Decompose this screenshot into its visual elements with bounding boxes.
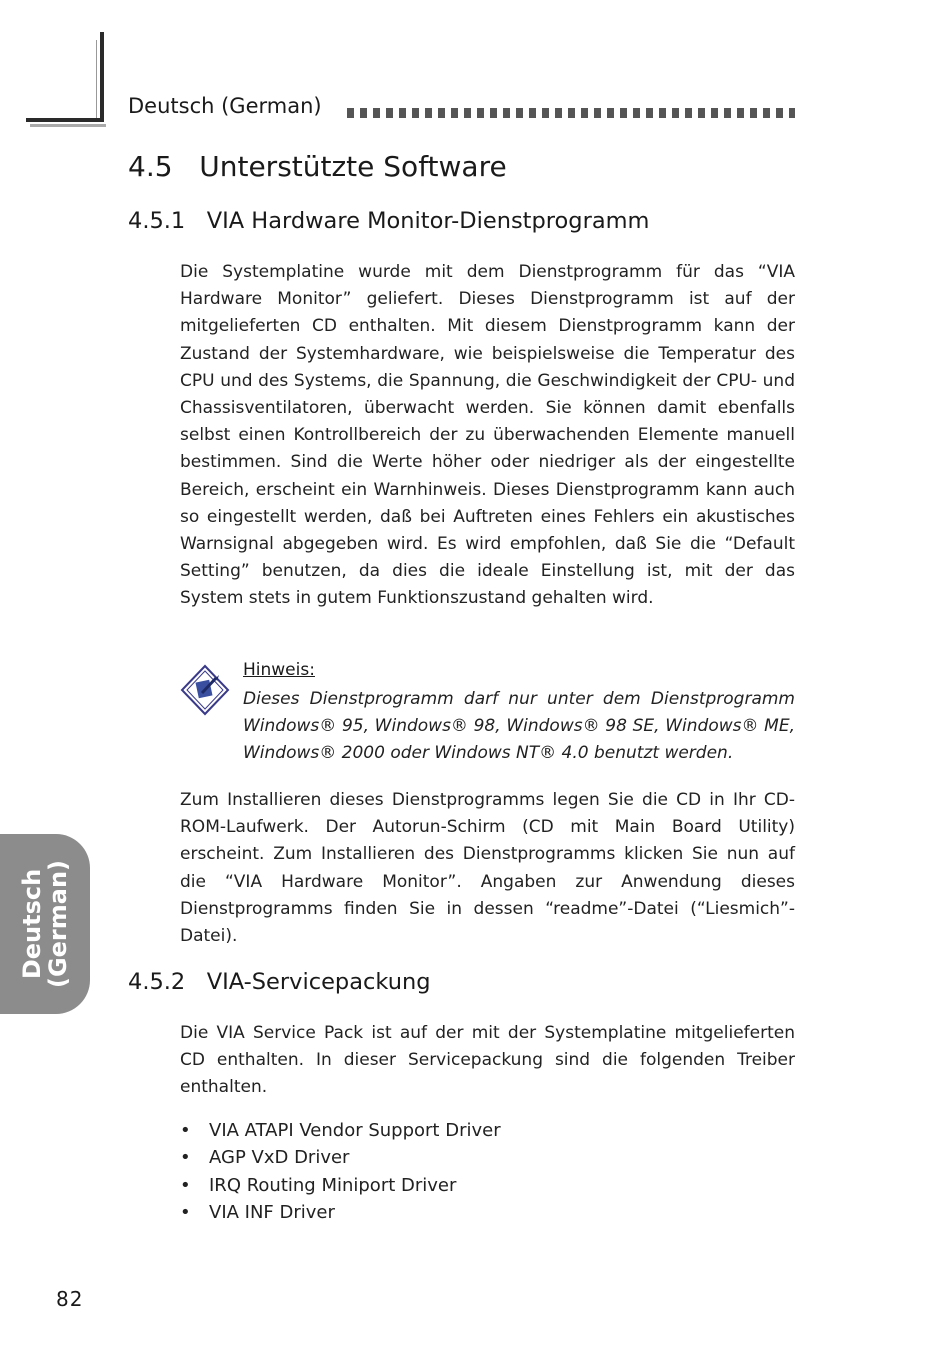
section-number: 4.5 — [128, 150, 173, 183]
bullet: • — [180, 1147, 191, 1169]
driver-name: IRQ Routing Miniport Driver — [209, 1174, 457, 1196]
driver-name: VIA ATAPI Vendor Support Driver — [209, 1120, 501, 1141]
note-title: Hinweis: — [243, 660, 315, 680]
section-title: Unterstützte Software — [199, 150, 507, 183]
driver-name: VIA INF Driver — [209, 1201, 335, 1223]
subsection-heading-2 — [128, 969, 431, 995]
corner-mark-horizontal — [26, 118, 104, 122]
header-dot-rule — [347, 108, 795, 118]
corner-mark-vertical — [100, 32, 104, 122]
paragraph-service-pack: Die VIA Service Pack ist auf der mit der Systemplatine mitgelieferten CD enthalten. In dieser Servicepackung sind die folgenden Treiber enthalten. — [180, 1023, 795, 1098]
side-tab-line1: Deutsch — [18, 868, 46, 980]
subsection-number: 4.5.1 — [128, 208, 186, 234]
list-item — [180, 1120, 501, 1147]
language-side-tab — [0, 834, 90, 1014]
subsection-number: 4.5.2 — [128, 969, 186, 995]
bullet: • — [180, 1201, 191, 1223]
list-item — [180, 1147, 501, 1174]
running-header: Deutsch (German) — [128, 94, 322, 118]
list-item — [180, 1175, 501, 1202]
paragraph-installation: Zum Installieren dieses Dienstprogramms legen Sie die CD in Ihr CD-ROM-Laufwerk. Der Autorun-Schirm (CD mit Main Board Utility) erscheint. Zum Installieren des Dienstprogramms klicken Sie nun auf die “VIA Hardware Monitor”. Angaben zur Anwendung dieses Dienstprogramms finden Sie in dessen “readme”-Datei (“Liesmich”-Datei). — [180, 790, 795, 947]
page-number: 82 — [56, 1287, 84, 1311]
subsection-heading-1 — [128, 208, 649, 234]
bullet: • — [180, 1174, 191, 1196]
driver-list — [180, 1120, 501, 1229]
driver-name: AGP VxD Driver — [209, 1147, 350, 1169]
list-item — [180, 1202, 501, 1229]
note-body: Dieses Dienstprogramm darf nur unter dem Dienstprogramm Windows® 95, Windows® 98, Windows® 98 SE, Windows® ME, Windows® 2000 oder Windows NT® 4.0 benutzt werden. — [243, 689, 795, 763]
corner-mark-vertical-shadow — [96, 40, 97, 118]
note-pen-icon — [180, 664, 230, 716]
side-tab-label — [19, 860, 71, 988]
subsection-title: VIA Hardware Monitor-Dienstprogramm — [206, 208, 650, 234]
bullet: • — [180, 1120, 191, 1141]
subsection-title: VIA-Servicepackung — [206, 969, 431, 995]
side-tab-line2: (German) — [44, 859, 72, 989]
corner-mark-horizontal-shadow — [30, 124, 106, 127]
paragraph-hardware-monitor: Die Systemplatine wurde mit dem Dienstprogramm für das “VIA Hardware Monitor” geliefert. Dieses Dienstprogramm ist auf der mitgelieferten CD enthalten. Mit diesem Dienstprogramm kann der Zustand der Systemhardware, wie beispielsweise die Temperatur des CPU und des Systems, die Spannung, die Geschwindigkeit der CPU- und Chassisventilatoren, überwacht werden. Sie können damit ebenfalls selbst einen Kontrollbereich der zu überwachenden Elemente manuell bestimmen. Sind die Werte höher oder niedriger als der eingestellte Bereich, erscheint ein Warnhinweis. Dieses Dienstprogramm kann auch so eingestellt werden, daß bei Auftreten eines Fehlers ein akustisches Warnsignal abgegeben wird. Es wird empfohlen, daß Sie die “Default Setting” benutzen, da dies die ideale Einstellung ist, mit der das System stets in gutem Funktionszustand gehalten wird. — [180, 262, 795, 609]
section-heading — [128, 150, 507, 183]
